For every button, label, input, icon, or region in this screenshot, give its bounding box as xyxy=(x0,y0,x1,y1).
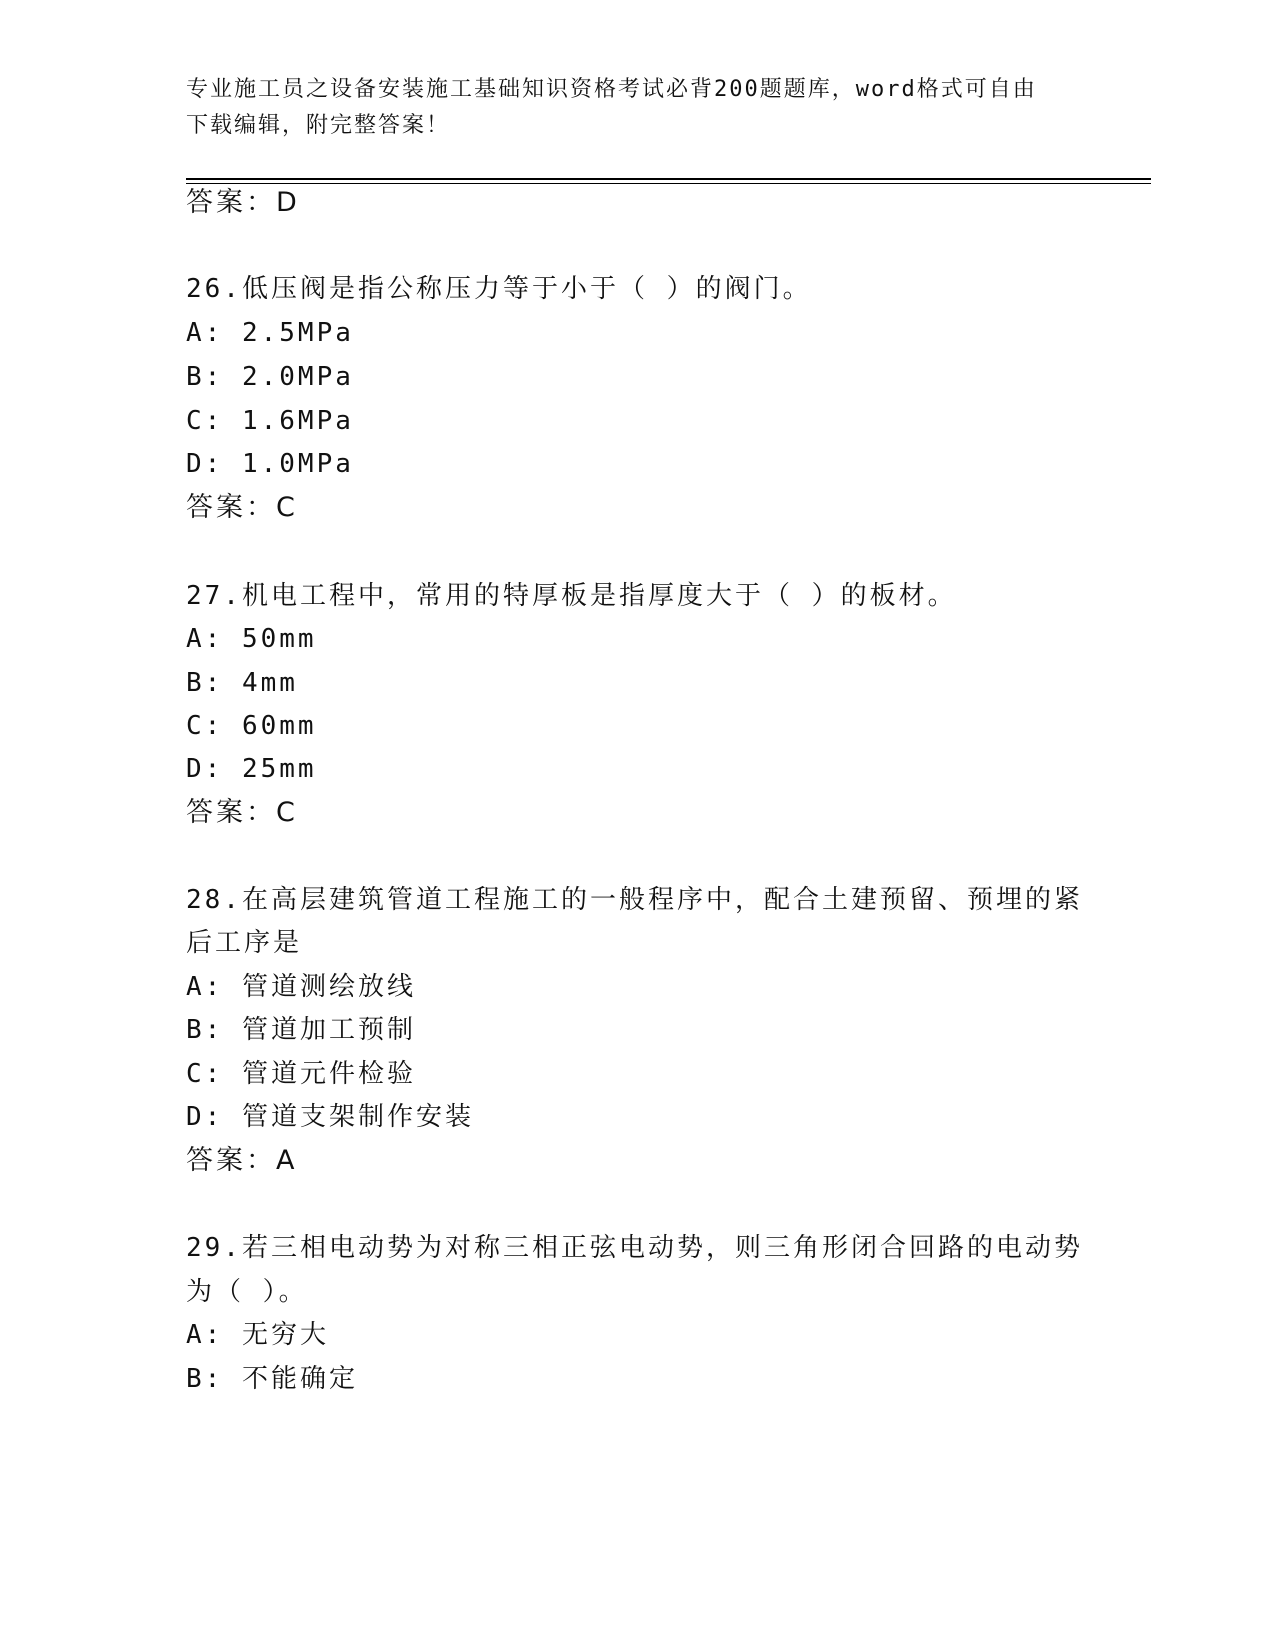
question-26-option-b: B: 2.0MPa xyxy=(186,362,354,392)
question-28-stem-line-2: 后工序是 xyxy=(186,928,303,958)
question-26-option-a: A: 2.5MPa xyxy=(186,318,354,348)
question-26-stem: 26.低压阀是指公称压力等于小于（ ）的阀门。 xyxy=(186,274,812,304)
question-27-option-b: B: 4mm xyxy=(186,668,298,698)
page-header xyxy=(186,72,1066,144)
question-27-option-c: C: 60mm xyxy=(186,711,317,741)
question-26-option-c: C: 1.6MPa xyxy=(186,406,354,436)
question-26-option-d: D: 1.0MPa xyxy=(186,449,354,479)
header-line-2: 下载编辑，附完整答案！ xyxy=(186,113,451,138)
answer-26: 答案：C xyxy=(186,492,298,523)
question-27-stem: 27.机电工程中，常用的特厚板是指厚度大于（ ）的板材。 xyxy=(186,581,957,611)
answer-28: 答案：A xyxy=(186,1145,298,1176)
question-27-option-a: A: 50mm xyxy=(186,624,317,654)
question-29-option-a: A: 无穷大 xyxy=(186,1320,329,1350)
header-divider-thin xyxy=(186,183,1151,184)
question-29-stem-line-1: 29.若三相电动势为对称三相正弦电动势，则三角形闭合回路的电动势 xyxy=(186,1233,1083,1263)
question-28-option-c: C: 管道元件检验 xyxy=(186,1059,416,1089)
answer-27: 答案：C xyxy=(186,797,298,828)
question-28-option-d: D: 管道支架制作安装 xyxy=(186,1102,474,1132)
header-divider-thick xyxy=(186,178,1151,180)
question-27-option-d: D: 25mm xyxy=(186,754,317,784)
question-29-stem-line-2: 为（ ）。 xyxy=(186,1277,308,1307)
question-29-option-b: B: 不能确定 xyxy=(186,1364,358,1394)
question-28-stem-line-1: 28.在高层建筑管道工程施工的一般程序中，配合土建预留、预埋的紧 xyxy=(186,885,1083,915)
answer-25: 答案：D xyxy=(186,187,300,218)
question-28-option-b: B: 管道加工预制 xyxy=(186,1015,416,1045)
question-28-option-a: A: 管道测绘放线 xyxy=(186,972,416,1002)
header-line-1: 专业施工员之设备安装施工基础知识资格考试必背200题题库，word格式可自由 xyxy=(186,77,1037,102)
